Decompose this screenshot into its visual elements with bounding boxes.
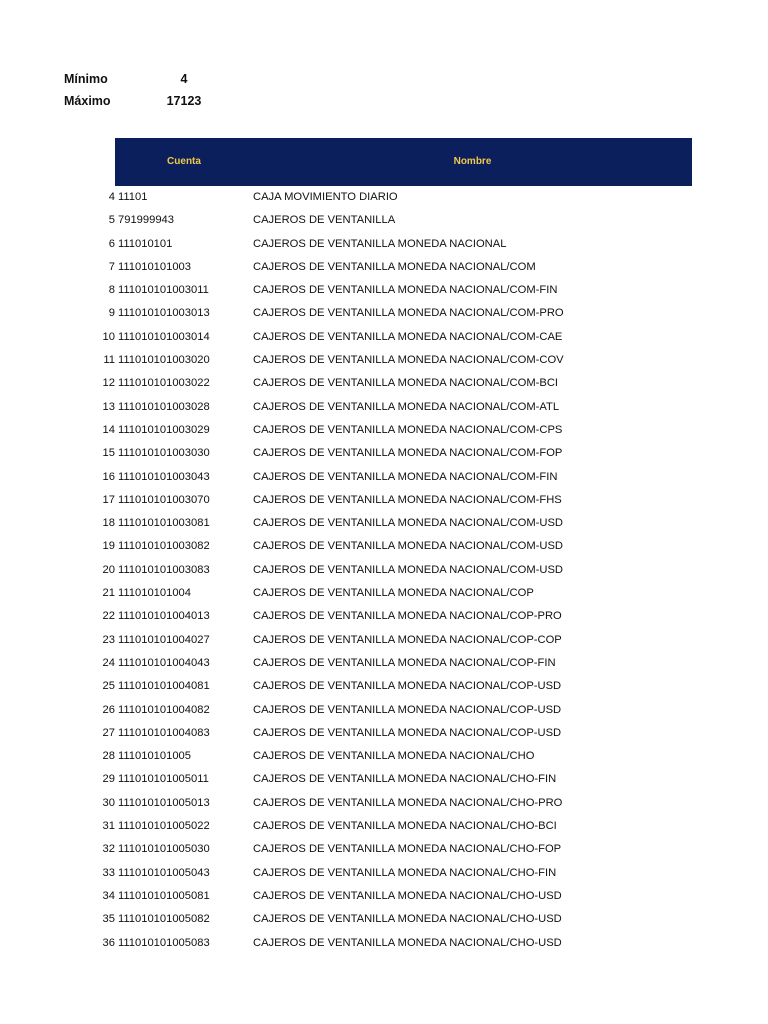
account-cell: 111010101 bbox=[118, 237, 173, 250]
row-number: 13 bbox=[102, 400, 115, 413]
row-number: 23 bbox=[102, 633, 115, 646]
table-row[interactable] bbox=[0, 885, 768, 908]
table-row[interactable] bbox=[0, 396, 768, 419]
name-cell: CAJEROS DE VENTANILLA MONEDA NACIONAL/CHO-FIN bbox=[253, 866, 557, 879]
account-cell: 111010101004081 bbox=[118, 680, 210, 693]
maximum-label: Máximo bbox=[64, 94, 111, 108]
name-cell: CAJEROS DE VENTANILLA MONEDA NACIONAL/CHO-FIN bbox=[253, 773, 557, 786]
row-number: 7 bbox=[108, 260, 115, 273]
account-cell: 111010101004013 bbox=[118, 610, 210, 623]
row-number: 5 bbox=[108, 214, 115, 227]
account-cell: 111010101003011 bbox=[118, 284, 209, 297]
row-number: 33 bbox=[102, 866, 115, 879]
account-cell: 111010101005030 bbox=[118, 843, 210, 856]
account-cell: 111010101004083 bbox=[118, 726, 210, 739]
table-row[interactable] bbox=[0, 722, 768, 745]
account-cell: 111010101005083 bbox=[118, 936, 210, 949]
account-cell: 791999943 bbox=[118, 214, 174, 227]
name-cell: CAJEROS DE VENTANILLA MONEDA NACIONAL/CHO-USD bbox=[253, 936, 562, 949]
table-row[interactable] bbox=[0, 372, 768, 395]
account-cell: 111010101003028 bbox=[118, 400, 210, 413]
name-cell: CAJEROS DE VENTANILLA MONEDA NACIONAL/COM-USD bbox=[253, 517, 563, 530]
name-cell: CAJEROS DE VENTANILLA MONEDA NACIONAL/COP-PRO bbox=[253, 610, 562, 623]
table-row[interactable] bbox=[0, 512, 768, 535]
account-cell: 111010101005043 bbox=[118, 866, 210, 879]
table-row[interactable] bbox=[0, 675, 768, 698]
account-cell: 111010101005081 bbox=[118, 889, 210, 902]
row-number: 32 bbox=[102, 843, 115, 856]
account-cell: 111010101003081 bbox=[118, 517, 210, 530]
account-cell: 111010101004082 bbox=[118, 703, 210, 716]
name-cell: CAJEROS DE VENTANILLA MONEDA NACIONAL/CHO-FOP bbox=[253, 843, 562, 856]
name-cell: CAJEROS DE VENTANILLA MONEDA NACIONAL/COM-FIN bbox=[253, 284, 558, 297]
table-row[interactable] bbox=[0, 442, 768, 465]
row-number: 36 bbox=[102, 936, 115, 949]
row-number: 20 bbox=[102, 563, 115, 576]
account-cell: 111010101005013 bbox=[118, 796, 210, 809]
account-cell: 111010101003043 bbox=[118, 470, 210, 483]
name-cell: CAJEROS DE VENTANILLA MONEDA NACIONAL/COM bbox=[253, 260, 536, 273]
table-row[interactable] bbox=[0, 209, 768, 232]
name-cell: CAJEROS DE VENTANILLA MONEDA NACIONAL/COP-FIN bbox=[253, 656, 556, 669]
table-header bbox=[115, 138, 692, 186]
account-cell: 111010101004027 bbox=[118, 633, 210, 646]
table-row[interactable] bbox=[0, 932, 768, 955]
row-number: 10 bbox=[102, 330, 115, 343]
table-row[interactable] bbox=[0, 186, 768, 209]
name-cell: CAJEROS DE VENTANILLA MONEDA NACIONAL/COM-ATL bbox=[253, 400, 560, 413]
name-cell: CAJEROS DE VENTANILLA MONEDA NACIONAL/CHO-USD bbox=[253, 889, 562, 902]
row-number: 27 bbox=[102, 726, 115, 739]
column-header-nombre[interactable]: Nombre bbox=[453, 156, 492, 167]
account-cell: 111010101003020 bbox=[118, 354, 210, 367]
table-row[interactable] bbox=[0, 256, 768, 279]
name-cell: CAJEROS DE VENTANILLA MONEDA NACIONAL/COM-FIN bbox=[253, 470, 558, 483]
account-cell: 111010101005 bbox=[118, 750, 192, 763]
account-cell: 111010101004043 bbox=[118, 656, 210, 669]
account-cell: 111010101003029 bbox=[118, 423, 210, 436]
row-number: 12 bbox=[102, 377, 115, 390]
table-row[interactable] bbox=[0, 302, 768, 325]
maximum-value: 17123 bbox=[166, 94, 202, 108]
table-row[interactable] bbox=[0, 349, 768, 372]
row-number: 9 bbox=[108, 307, 115, 320]
row-number: 14 bbox=[102, 423, 115, 436]
row-number: 4 bbox=[108, 191, 115, 203]
table-row[interactable] bbox=[0, 629, 768, 652]
name-cell: CAJEROS DE VENTANILLA MONEDA NACIONAL/COM-BCI bbox=[253, 377, 559, 390]
table-row[interactable] bbox=[0, 489, 768, 512]
name-cell: CAJEROS DE VENTANILLA bbox=[253, 214, 396, 227]
row-number: 11 bbox=[103, 354, 115, 367]
name-cell: CAJEROS DE VENTANILLA MONEDA NACIONAL bbox=[253, 237, 507, 250]
minimum-value: 4 bbox=[180, 72, 188, 86]
name-cell: CAJEROS DE VENTANILLA MONEDA NACIONAL/COP-USD bbox=[253, 726, 562, 739]
table-row[interactable] bbox=[0, 652, 768, 675]
name-cell: CAJEROS DE VENTANILLA MONEDA NACIONAL/COM-FHS bbox=[253, 493, 562, 506]
account-cell: 111010101003022 bbox=[118, 377, 210, 390]
table-row[interactable] bbox=[0, 279, 768, 302]
name-cell: CAJEROS DE VENTANILLA MONEDA NACIONAL/CHO-PRO bbox=[253, 796, 563, 809]
table-row[interactable] bbox=[0, 838, 768, 861]
name-cell: CAJEROS DE VENTANILLA MONEDA NACIONAL/CHO bbox=[253, 750, 535, 763]
name-cell: CAJEROS DE VENTANILLA MONEDA NACIONAL/COP-USD bbox=[253, 703, 562, 716]
table-row[interactable] bbox=[0, 908, 768, 931]
name-cell: CAJA MOVIMIENTO DIARIO bbox=[253, 191, 398, 203]
account-cell: 111010101003013 bbox=[118, 307, 210, 320]
table-row[interactable] bbox=[0, 326, 768, 349]
table-row[interactable] bbox=[0, 768, 768, 791]
table-row[interactable] bbox=[0, 535, 768, 558]
name-cell: CAJEROS DE VENTANILLA MONEDA NACIONAL/COM-FOP bbox=[253, 447, 563, 460]
name-cell: CAJEROS DE VENTANILLA MONEDA NACIONAL/COM-CAE bbox=[253, 330, 563, 343]
account-cell: 111010101003082 bbox=[118, 540, 210, 553]
name-cell: CAJEROS DE VENTANILLA MONEDA NACIONAL/COP bbox=[253, 587, 534, 600]
table-row[interactable] bbox=[0, 582, 768, 605]
row-number: 22 bbox=[102, 610, 115, 623]
name-cell: CAJEROS DE VENTANILLA MONEDA NACIONAL/CHO-USD bbox=[253, 913, 562, 926]
row-number: 35 bbox=[102, 913, 115, 926]
row-number: 34 bbox=[102, 889, 115, 902]
row-number: 24 bbox=[102, 656, 115, 669]
account-cell: 111010101003030 bbox=[118, 447, 210, 460]
table-row[interactable] bbox=[0, 233, 768, 256]
name-cell: CAJEROS DE VENTANILLA MONEDA NACIONAL/COM-CPS bbox=[253, 423, 563, 436]
minimum-label: Mínimo bbox=[64, 72, 108, 86]
account-cell: 111010101005082 bbox=[118, 913, 210, 926]
row-number: 6 bbox=[108, 237, 115, 250]
row-number: 31 bbox=[102, 820, 115, 833]
row-number: 19 bbox=[102, 540, 115, 553]
table-row[interactable] bbox=[0, 699, 768, 722]
column-header-cuenta[interactable]: Cuenta bbox=[167, 156, 201, 167]
table-row[interactable] bbox=[0, 792, 768, 815]
name-cell: CAJEROS DE VENTANILLA MONEDA NACIONAL/COP-USD bbox=[253, 680, 562, 693]
row-number: 8 bbox=[108, 284, 115, 297]
account-cell: 111010101004 bbox=[118, 587, 192, 600]
table-body bbox=[0, 186, 768, 955]
row-number: 17 bbox=[102, 493, 115, 506]
name-cell: CAJEROS DE VENTANILLA MONEDA NACIONAL/COM-PRO bbox=[253, 307, 564, 320]
row-number: 30 bbox=[102, 796, 115, 809]
account-cell: 111010101003014 bbox=[118, 330, 210, 343]
row-number: 18 bbox=[102, 517, 115, 530]
row-number: 26 bbox=[102, 703, 115, 716]
row-number: 16 bbox=[102, 470, 115, 483]
account-cell: 111010101005011 bbox=[118, 773, 209, 786]
row-number: 15 bbox=[102, 447, 115, 460]
row-number: 28 bbox=[102, 750, 115, 763]
name-cell: CAJEROS DE VENTANILLA MONEDA NACIONAL/COM-USD bbox=[253, 540, 563, 553]
name-cell: CAJEROS DE VENTANILLA MONEDA NACIONAL/COM-USD bbox=[253, 563, 563, 576]
row-number: 21 bbox=[102, 587, 115, 600]
account-cell: 111010101005022 bbox=[118, 820, 210, 833]
table-row[interactable] bbox=[0, 815, 768, 838]
account-cell: 111010101003083 bbox=[118, 563, 210, 576]
account-cell: 111010101003 bbox=[118, 260, 192, 273]
name-cell: CAJEROS DE VENTANILLA MONEDA NACIONAL/COP-COP bbox=[253, 633, 562, 646]
table-row[interactable] bbox=[0, 419, 768, 442]
table-row[interactable] bbox=[0, 605, 768, 628]
table-row[interactable] bbox=[0, 559, 768, 582]
table-row[interactable] bbox=[0, 862, 768, 885]
account-cell: 11101 bbox=[118, 191, 148, 203]
name-cell: CAJEROS DE VENTANILLA MONEDA NACIONAL/COM-COV bbox=[253, 354, 564, 367]
account-cell: 111010101003070 bbox=[118, 493, 210, 506]
table-row[interactable] bbox=[0, 745, 768, 768]
row-number: 25 bbox=[102, 680, 115, 693]
name-cell: CAJEROS DE VENTANILLA MONEDA NACIONAL/CHO-BCI bbox=[253, 820, 557, 833]
row-number: 29 bbox=[102, 773, 115, 786]
table-row[interactable] bbox=[0, 466, 768, 489]
